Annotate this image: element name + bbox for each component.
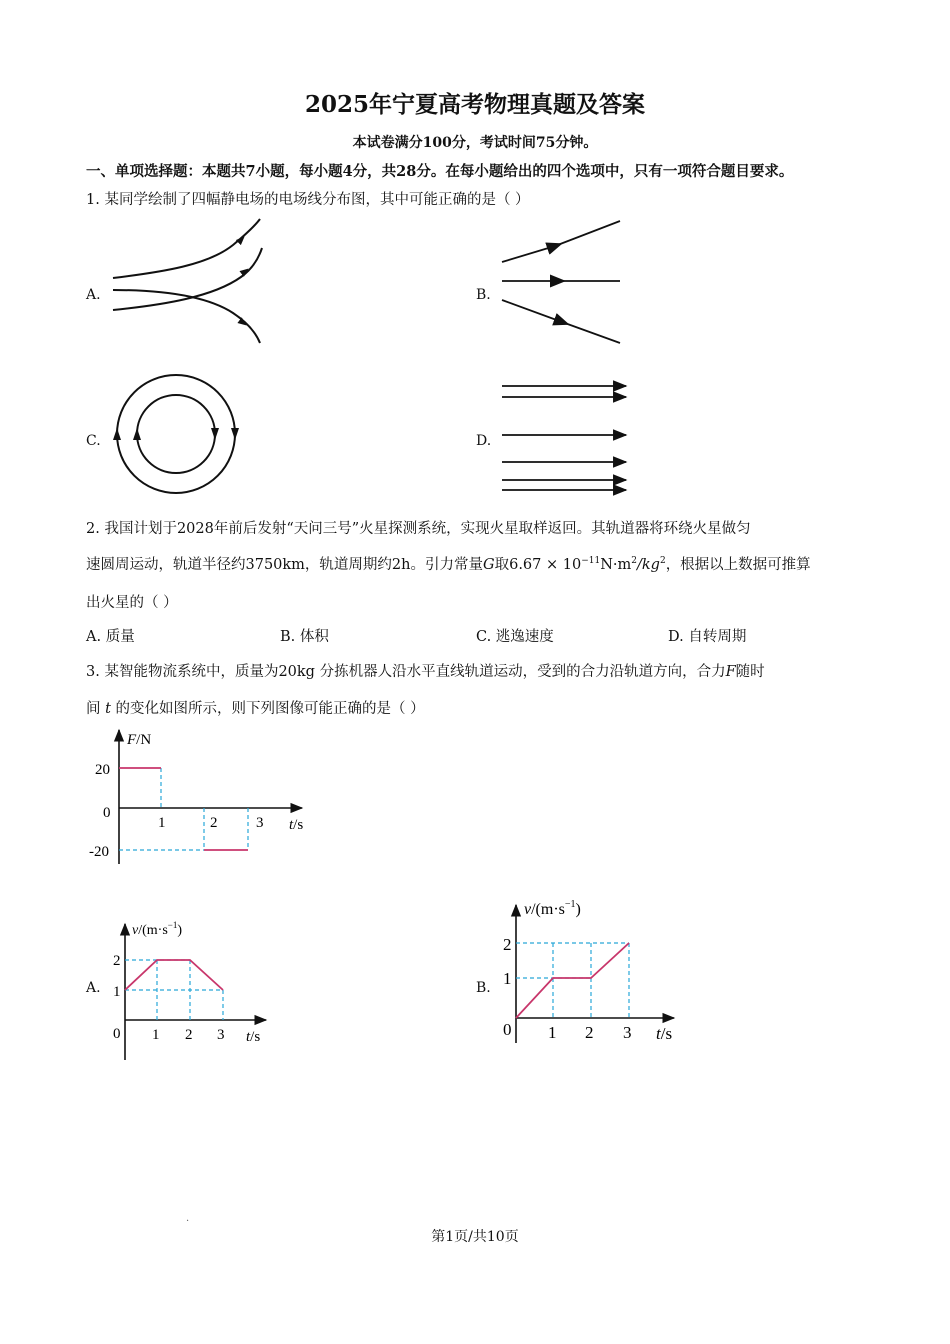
field-line-inner-circle — [137, 395, 215, 473]
x-tick-2: 2 — [185, 1027, 193, 1043]
gravitational-constant-symbol: G — [483, 557, 495, 573]
x-tick-2: 2 — [210, 815, 218, 831]
q1-option-d-label: D. — [476, 433, 492, 449]
force-symbol: F — [725, 664, 736, 680]
arrow-outer-right — [231, 428, 239, 440]
q2-unit-kg: /kg — [636, 557, 660, 573]
x-axis-label: t/s — [289, 817, 304, 833]
q1-option-d-diagram — [498, 376, 633, 501]
field-line-outer-circle — [117, 375, 235, 493]
y-tick-0: 0 — [113, 1026, 121, 1042]
y-tick-2: 2 — [503, 935, 512, 954]
q3-text: 3. 某智能物流系统中，质量为20kg 分拣机器人沿水平直线轨道运动，受到的合力沿轨道方向，合力 — [86, 664, 726, 680]
page-number: 第1页/共10页 — [431, 1229, 519, 1245]
q1-option-c-label: C. — [86, 433, 101, 449]
q3-option-b-label: B. — [476, 980, 491, 996]
q2-text: 速圆周运动，轨道半径约3750km，轨道周期约2h。引力常量 — [86, 557, 483, 573]
x-tick-2: 2 — [585, 1023, 594, 1042]
q2-unit-exp: 2 — [631, 556, 637, 567]
question-3-line-2 — [86, 697, 425, 718]
x-tick-3: 3 — [623, 1023, 632, 1042]
q1-option-a-label: A. — [86, 287, 101, 303]
question-3-line-1 — [86, 660, 765, 681]
question-2-line-2 — [86, 553, 811, 574]
q2-exponent: −11 — [581, 556, 601, 567]
force-time-graph — [84, 722, 324, 872]
y-axis-label: $v/(m\cdot s^{-1})$ — [524, 899, 581, 918]
q3-text-2-end: 的变化如图所示，则下列图像可能正确的是（ ） — [110, 701, 425, 717]
y-tick-0: 0 — [103, 805, 111, 821]
velocity-time-graph-b — [496, 893, 696, 1068]
field-line-rising — [502, 221, 620, 262]
velocity-time-graph-a — [106, 912, 276, 1062]
q3-text-end: 随时 — [735, 664, 765, 680]
y-axis-label: $v/(m\cdot s^{-1})$ — [132, 920, 183, 938]
q3-text-2: 间 — [86, 701, 106, 717]
field-line-upper — [113, 219, 260, 278]
q1-option-a-diagram — [108, 215, 268, 350]
y-tick-1: 1 — [113, 984, 121, 1000]
footer-mark: · — [186, 1216, 190, 1227]
x-tick-1: 1 — [152, 1027, 160, 1043]
page-title: 2025年宁夏高考物理真题及答案 — [304, 91, 645, 118]
section-heading: 一、单项选择题：本题共7小题，每小题4分，共28分。在每小题给出的四个选项中，只有一项符合题目要求。 — [86, 163, 794, 180]
question-2-line-1: 2. 我国计划于2028年前后发射“天问三号”火星探测系统，实现火星取样返回。其轨道器将环绕火星做匀 — [86, 521, 751, 537]
q1-option-c-diagram — [108, 372, 248, 502]
velocity-line — [125, 960, 223, 990]
q2-text-end: ，根据以上数据可推算 — [665, 557, 811, 573]
y-tick-neg20: -20 — [89, 844, 109, 860]
x-tick-3: 3 — [256, 815, 264, 831]
arrow-inner-right — [211, 428, 219, 440]
q3-option-a-label: A. — [86, 980, 101, 996]
question-2-line-3: 出火星的（ ） — [86, 595, 178, 611]
q1-option-b-diagram — [498, 215, 628, 350]
q2-option-b: B. 体积 — [280, 629, 329, 645]
time-symbol: t — [105, 701, 111, 717]
x-tick-1: 1 — [158, 815, 166, 831]
q2-value: 取6.67 × 10 — [494, 557, 582, 573]
field-line-falling — [502, 300, 620, 343]
q2-option-d: D. 自转周期 — [668, 629, 747, 645]
q2-option-a: A. 质量 — [86, 629, 135, 645]
q2-unit-exp-2: 2 — [659, 556, 666, 567]
x-axis-label: t/s — [656, 1024, 673, 1043]
field-line-middle — [113, 248, 262, 310]
x-tick-1: 1 — [548, 1023, 557, 1042]
q1-option-b-label: B. — [476, 287, 491, 303]
arrow-outer-left — [113, 428, 121, 440]
exam-subtitle: 本试卷满分100分，考试时间75分钟。 — [352, 135, 598, 151]
q2-unit: N·m — [600, 557, 632, 573]
q2-option-c: C. 逃逸速度 — [476, 629, 554, 645]
arrow-inner-left — [133, 428, 141, 440]
y-tick-2: 2 — [113, 953, 121, 969]
y-tick-0: 0 — [503, 1020, 512, 1039]
y-tick-1: 1 — [503, 969, 512, 988]
question-1-text: 1. 某同学绘制了四幅静电场的电场线分布图，其中可能正确的是（ ） — [86, 192, 530, 208]
velocity-line — [516, 943, 629, 1018]
x-axis-label: t/s — [246, 1029, 261, 1045]
x-tick-3: 3 — [217, 1027, 225, 1043]
y-tick-20: 20 — [95, 762, 110, 778]
y-axis-label: F/N — [127, 732, 152, 748]
